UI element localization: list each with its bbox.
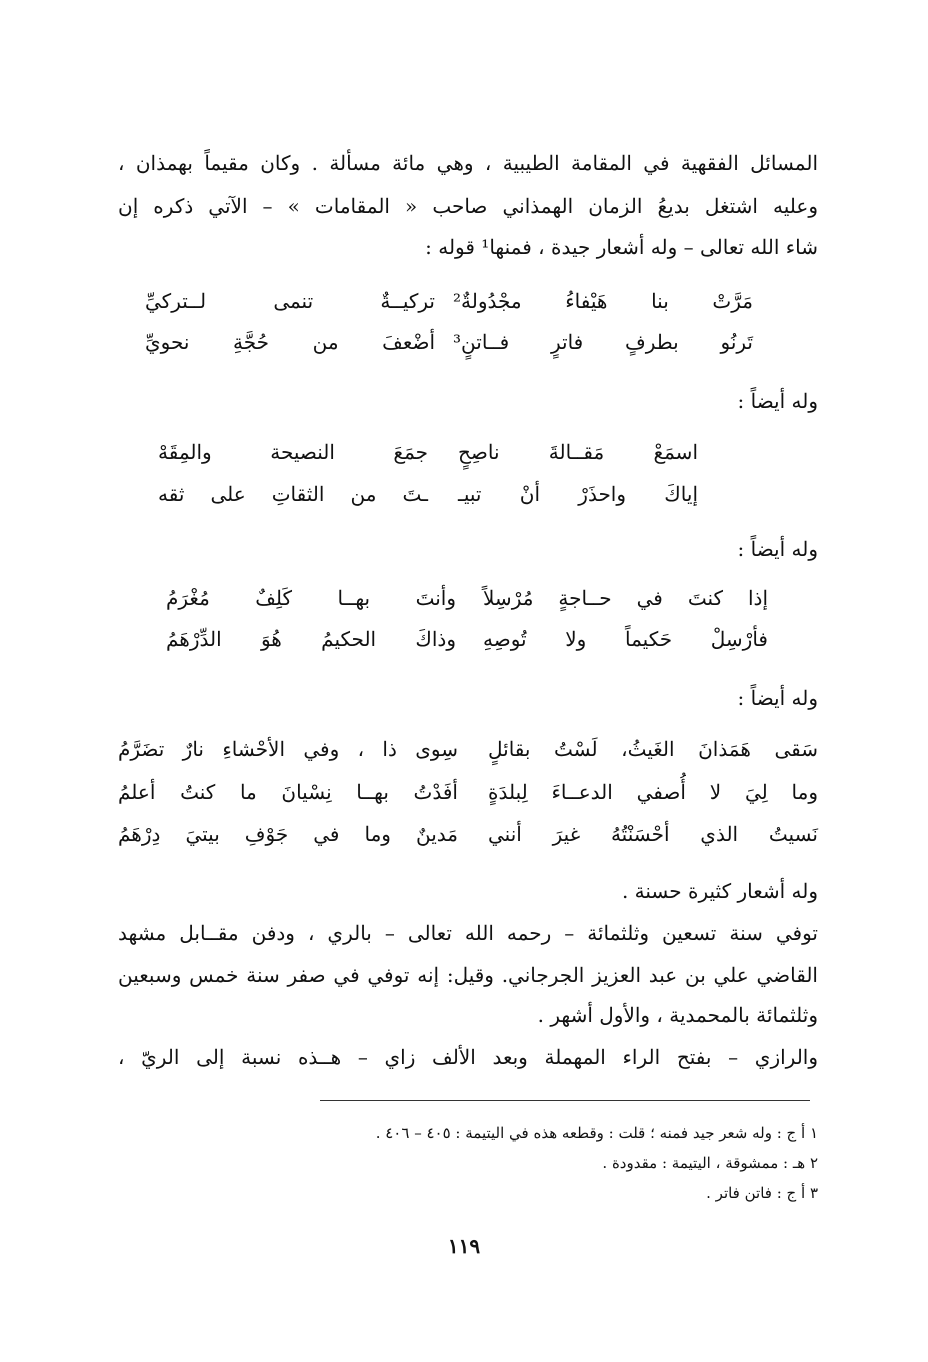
verse <box>143 326 753 358</box>
verse <box>138 582 768 614</box>
paragraph-line: وله أشعار كثيرة حسنة . <box>621 879 818 903</box>
verse-hemistich-right: مَرَّتْ بنا هَيْفاءُ مجْدُولةٌ² <box>453 289 753 313</box>
paragraph-line: توفي سنة تسعين وثلثمائة – رحمه الله تعالى – بالري ، ودفن مقــابل مشهد <box>118 921 818 945</box>
paragraph-line: شاء الله تعالى – وله أشعار جيدة ، فمنها¹ قوله : <box>425 235 818 259</box>
verse-hemistich-right: سَقى هَمَذانَ الغَيثُ، لَسْتُ بقائلٍ <box>488 737 818 761</box>
verse-hemistich-left: تركيــةٌ تنمى لــتركيِّ <box>145 289 435 313</box>
paragraph-line: القاضي علي بن عبد العزيز الجرجاني. وقيل: إنه توفي في صفر سنة خمس وسبعين <box>118 963 818 987</box>
verse <box>118 776 818 808</box>
verse-hemistich-left: وذاكَ الحكيمُ هُوَ الدِّرْهَمُ <box>166 627 456 651</box>
verse-hemistich-left: أفَدْتُ بهــا نِسْيانَ ما كنتُ أعلمُ <box>118 780 458 804</box>
section-heading: وله أيضاً : <box>737 389 818 413</box>
paragraph-line: المسائل الفقهية في المقامة الطيبية ، وهي مائة مسألة . وكان مقيماً بهمذان ، <box>118 151 818 175</box>
verse-hemistich-left: جمَعَ النصيحة والمِقَهْ <box>158 440 428 464</box>
verse-hemistich-right: اسمَعْ مَقــالةَ ناصِحٍ <box>458 440 698 464</box>
verse-hemistich-right: وما لِيَ لا أُصفي الدعــاءَ لِبلدَةٍ <box>488 780 818 804</box>
paragraph-line: والرازي – بفتح الراء المهملة وبعد الألف زاي – هــذه نسبة إلى الريّ ، <box>118 1045 818 1069</box>
verse <box>158 436 698 468</box>
verse <box>143 285 753 317</box>
verse-hemistich-right: إياكَ واحذَرْ أنْ تبيـ <box>458 482 698 506</box>
verse-hemistich-right: فأرْسِلْ حَكيماً ولا تُوصِهِ <box>483 627 768 651</box>
verse-hemistich-right: نَسيتُ الذي أحْسَنْتُهُ غيرَ أنني <box>488 822 818 846</box>
verse-hemistich-right: إذا كنتَ في حــاجةٍ مُرْسِلاً <box>483 586 768 610</box>
verse-hemistich-left: أضْعفَ من حُجَّةِ نحويِّ <box>145 330 435 354</box>
verse <box>118 818 818 850</box>
paragraph-line: وثلثمائة بالمحمدية ، والأول أشهر . <box>537 1003 818 1027</box>
footnote: ٣ أ ج : فاتن فاتر . <box>706 1184 818 1202</box>
footnote: ١ أ ج : وله شعر جيد فمنه ؛ قلت : وقطعه هذه في اليتيمة : ٤٠٥ – ٤٠٦ . <box>375 1124 818 1142</box>
verse <box>158 478 698 510</box>
verse-hemistich-left: مَدينٌ وما في جَوْفِ بيتيَ دِرْهَمُ <box>118 822 458 846</box>
paragraph-line: وعليه اشتغل بديعُ الزمان الهمذاني صاحب « المقامات » – الآتي ذكره إن <box>118 194 818 218</box>
verse-hemistich-right: تَرنُو بطرفٍ فاترٍ فــاتنٍ³ <box>453 330 753 354</box>
section-heading: وله أيضاً : <box>737 537 818 561</box>
footnote: ٢ هـ : ممشوقة ، اليتيمة : مقدودة . <box>602 1154 818 1172</box>
verse-hemistich-left: سِوى ذا ، وفي الأحْشاءِ نارٌ تضَرَّمُ <box>118 737 458 761</box>
verse-hemistich-left: وأنتَ بهــا كَلِفٌ مُغْرَمُ <box>166 586 456 610</box>
footnote-divider <box>320 1100 810 1101</box>
page-number: ١١٩ <box>447 1234 481 1258</box>
verse <box>118 733 818 765</box>
section-heading: وله أيضاً : <box>737 686 818 710</box>
verse-hemistich-left: ـتَ من الثقاتِ على ثقه <box>158 482 428 506</box>
verse <box>138 623 768 655</box>
